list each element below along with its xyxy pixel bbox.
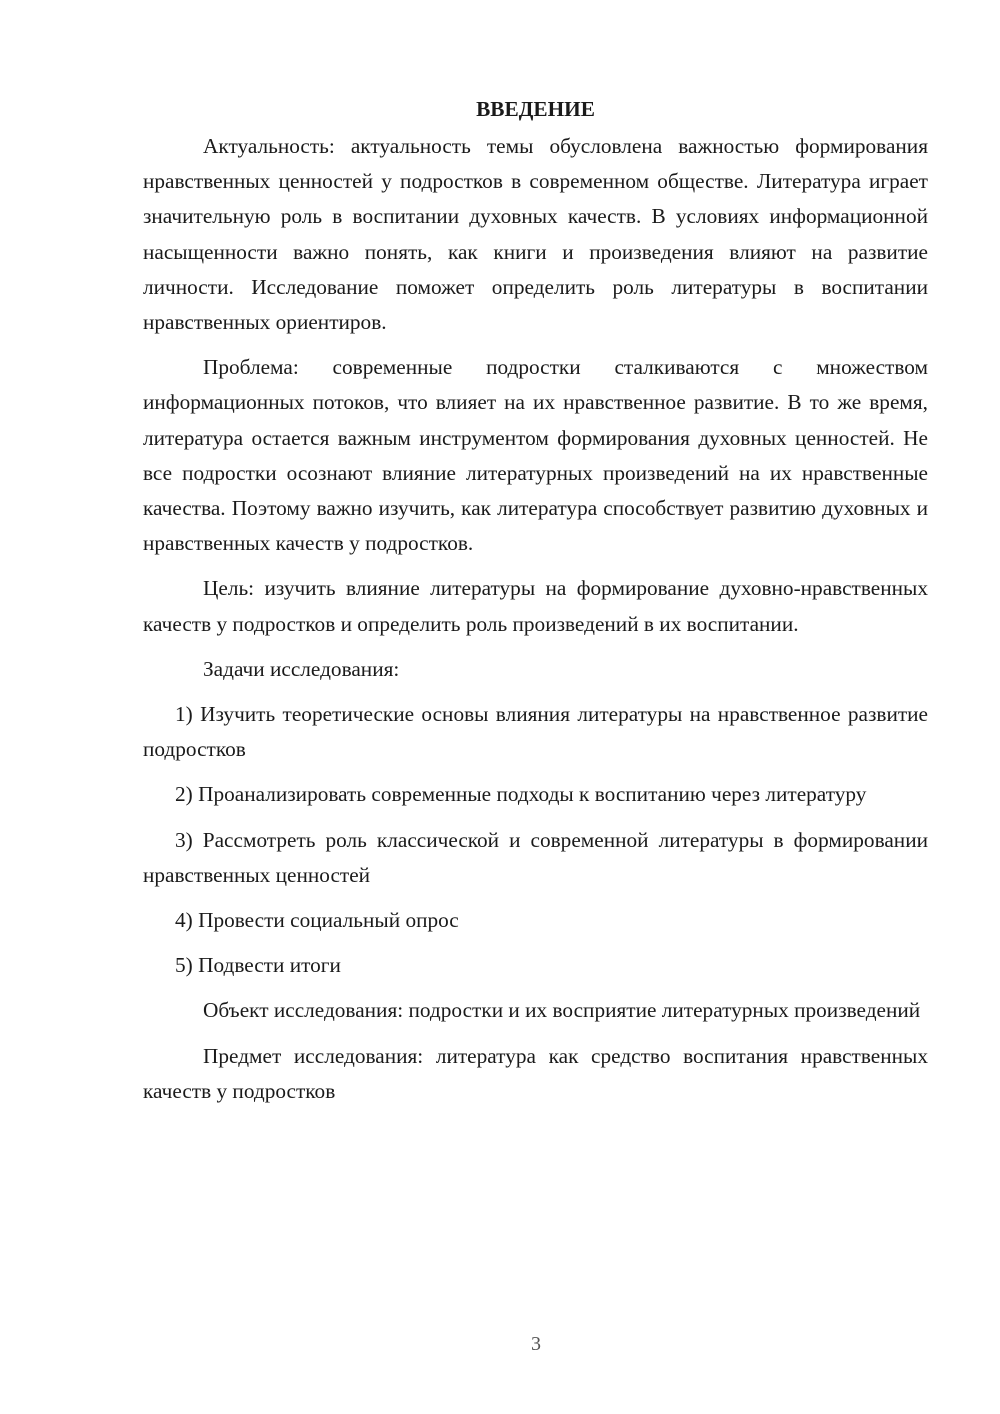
paragraph-research-object: Объект исследования: подростки и их восприятие литературных произведений (203, 998, 921, 1023)
paragraph-relevance: Актуальность: актуальность темы обусловлена важностью формирования нравственных ценностей у подростков в современном обществе. Литература играет значительную роль в воспитании духовных качеств. В условиях информационной насыщенности важно понять, как книги и произведения влияют на развитие личности. Исследование поможет определить роль литературы в воспитании нравственных ориентиров. (143, 134, 928, 335)
paragraph-goal: Цель: изучить влияние литературы на формирование духовно-нравственных качеств у подростков и определить роль произведений в их воспитании. (143, 576, 928, 636)
task-item-1: 1) Изучить теоретические основы влияния литературы на нравственное развитие подростков (143, 702, 928, 762)
document-page (143, 92, 928, 1109)
task-item-3: 3) Рассмотреть роль классической и современной литературы в формировании нравственных ценностей (143, 827, 928, 887)
paragraph-research-subject: Предмет исследования: литература как средство воспитания нравственных качеств у подростков (143, 1043, 928, 1103)
task-item-4: 4) Провести социальный опрос (175, 908, 459, 933)
paragraph-tasks-heading: Задачи исследования: (203, 656, 400, 681)
task-item-5: 5) Подвести итоги (175, 953, 341, 978)
paragraph-problem: Проблема: современные подростки сталкиваются с множеством информационных потоков, что влияет на их нравственное развитие. В то же время, литература остается важным инструментом формирования духовных ценностей. Не все подростки осознают влияние литературных произведений на их нравственные качества. Поэтому важно изучить, как литература способствует развитию духовных и нравственных качеств у подростков. (143, 355, 928, 556)
task-item-2: 2) Проанализировать современные подходы к воспитанию через литературу (175, 782, 867, 807)
section-title: ВВЕДЕНИЕ (476, 97, 595, 121)
page-number: 3 (531, 1333, 541, 1355)
